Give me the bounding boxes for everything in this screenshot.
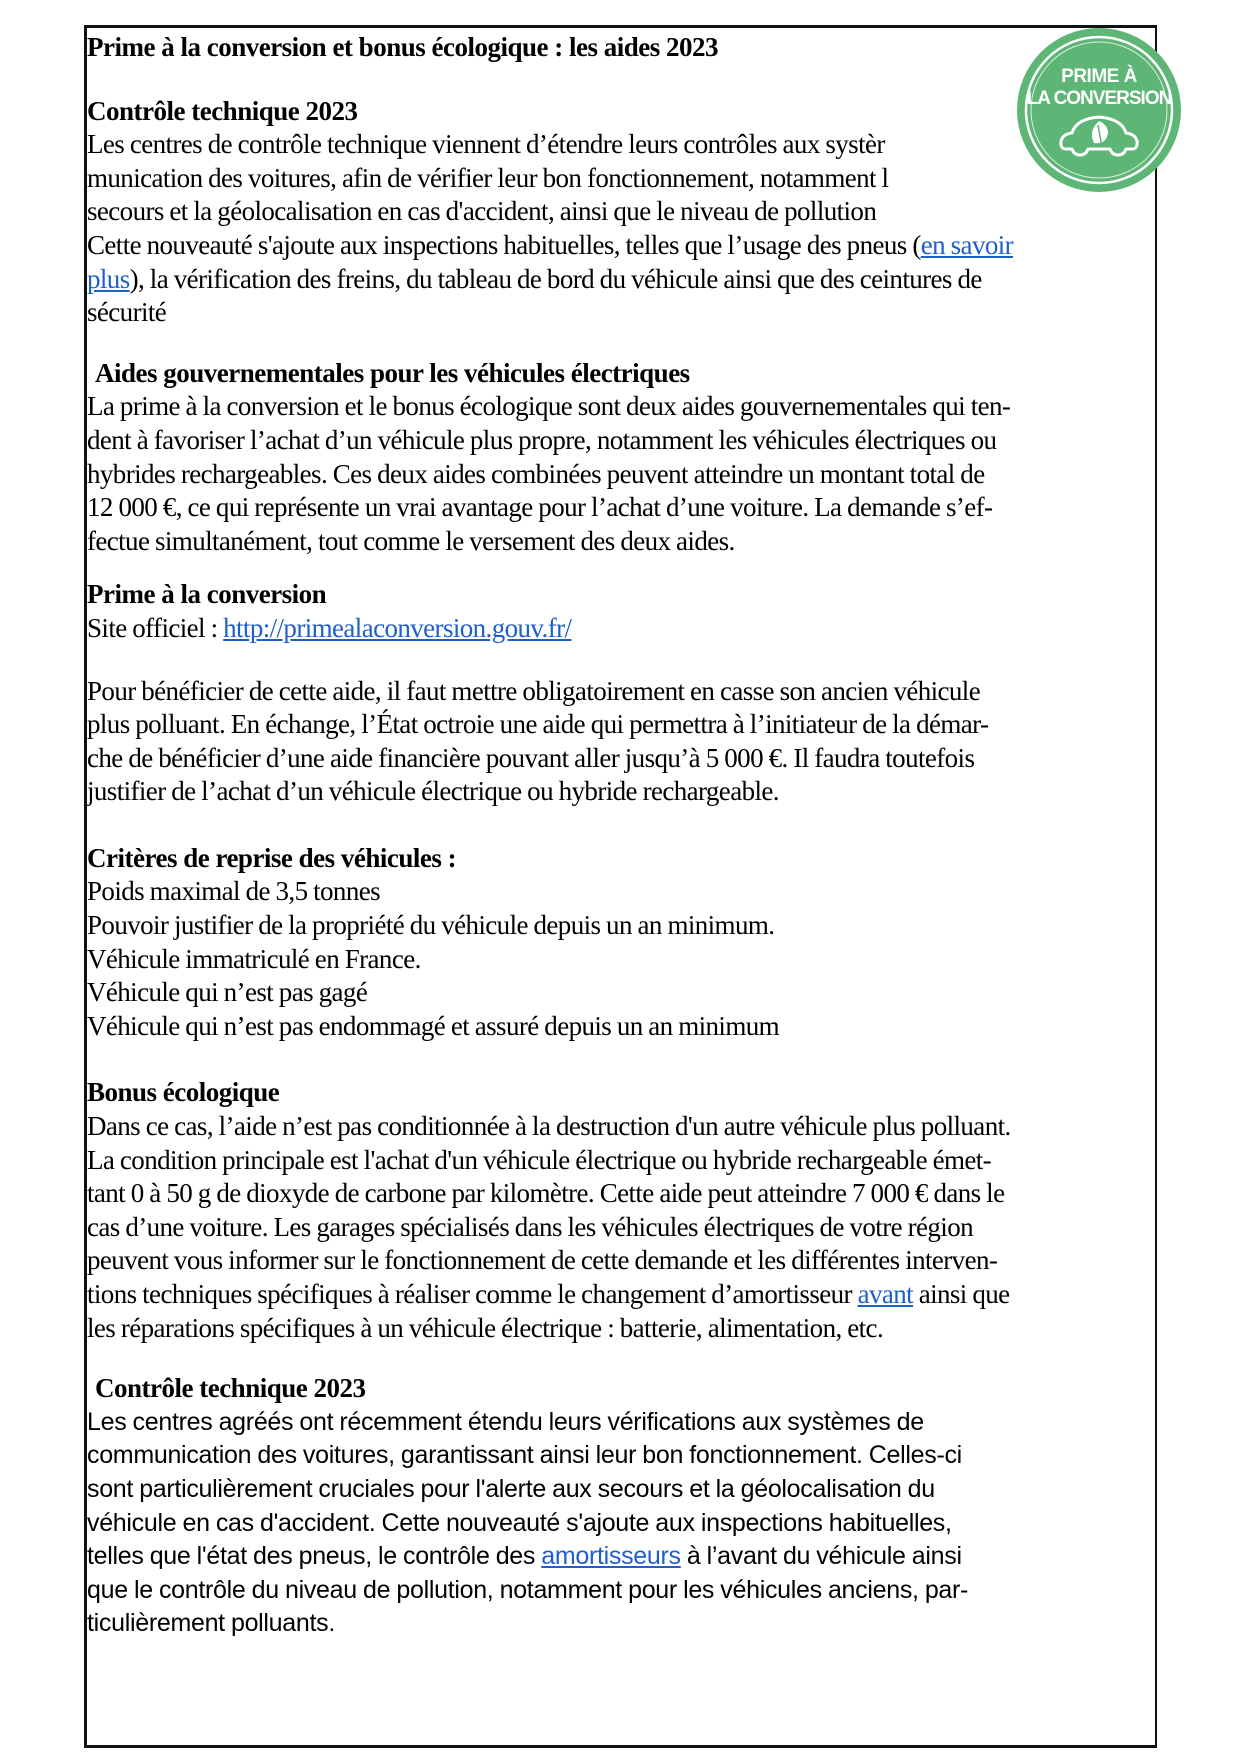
paragraph-line: sécurité: [87, 297, 167, 328]
paragraph-line: La prime à la conversion et le bonus écologique sont deux aides gouvernementales qui ten-: [87, 391, 1011, 422]
section-heading: Contrôle technique 2023: [95, 1373, 366, 1404]
section-controle-technique-2: [87, 1372, 1157, 1641]
paragraph-line: tions techniques spécifiques à réaliser comme le changement d’amortisseur avant ainsi que: [87, 1279, 1010, 1309]
section-heading: Critères de reprise des véhicules :: [87, 842, 457, 873]
paragraph-line: 12 000 €, ce qui représente un vrai avantage pour l’achat d’une voiture. La demande s’ef-: [87, 492, 993, 523]
document-title: Prime à la conversion et bonus écologique : les aides 2023: [87, 32, 718, 62]
paragraph-line: véhicule en cas d'accident. Cette nouveauté s'ajoute aux inspections habituelles,: [87, 1508, 952, 1537]
paragraph-line: justifier de l’achat d’un véhicule électrique ou hybride rechargeable.: [87, 776, 779, 807]
criteria-item: Véhicule qui n’est pas gagé: [87, 977, 368, 1008]
paragraph-line: secours et la géolocalisation en cas d'accident, ainsi que le niveau de pollution: [87, 196, 877, 227]
criteria-item: Véhicule immatriculé en France.: [87, 943, 421, 974]
paragraph-line: plus), la vérification des freins, du tableau de bord du véhicule ainsi que des ceintures de: [87, 263, 982, 294]
section-controle-technique: [87, 95, 1157, 330]
prime-conversion-logo: [1016, 27, 1182, 193]
paragraph-line: Les centres de contrôle technique viennent d’étendre leurs contrôles aux systèr: [87, 129, 885, 160]
paragraph-line: les réparations spécifiques à un véhicule électrique : batterie, alimentation, etc.: [87, 1312, 884, 1343]
section-heading: Prime à la conversion: [87, 579, 327, 610]
logo-text-line2: LA CONVERSION: [1026, 88, 1172, 109]
paragraph-line: peuvent vous informer sur le fonctionnement de cette demande et les différentes interven-: [87, 1245, 998, 1276]
paragraph-line: munication des voitures, afin de vérifier leur bon fonctionnement, notamment l: [87, 162, 889, 193]
section-heading: Bonus écologique: [87, 1077, 280, 1108]
paragraph-line: ticulièrement polluants.: [87, 1609, 335, 1638]
paragraph-line: communication des voitures, garantissant ainsi leur bon fonctionnement. Celles-ci: [87, 1441, 962, 1470]
paragraph-line: telles que l'état des pneus, le contrôle des amortisseurs à l’avant du véhicule ainsi: [87, 1542, 962, 1571]
criteria-item: Véhicule qui n’est pas endommagé et assuré depuis un an minimum: [87, 1010, 780, 1041]
paragraph-line: hybrides rechargeables. Ces deux aides combinées peuvent atteindre un montant total de: [87, 458, 985, 489]
paragraph-line: que le contrôle du niveau de pollution, notamment pour les véhicules anciens, par-: [87, 1575, 969, 1604]
paragraph-line: plus polluant. En échange, l’État octroie une aide qui permettra à l’initiateur de la démar-: [87, 709, 989, 740]
paragraph-line: Pour bénéficier de cette aide, il faut mettre obligatoirement en casse son ancien véhicule: [87, 675, 981, 706]
paragraph-line: che de bénéficier d’une aide financière pouvant aller jusqu’à 5 000 €. Il faudra toutefois: [87, 742, 975, 773]
criteria-item: Poids maximal de 3,5 tonnes: [87, 876, 381, 907]
section-heading: Contrôle technique 2023: [87, 95, 358, 126]
criteria-list: [87, 875, 1157, 1043]
official-site-line: [87, 612, 1157, 646]
official-site-label: Site officiel :: [87, 612, 224, 643]
blank-line: [87, 646, 1157, 675]
paragraph-line: Dans ce cas, l’aide n’est pas conditionnée à la destruction d'un autre véhicule plus polluant.: [87, 1111, 1011, 1142]
section-prime-conversion: [87, 578, 1157, 809]
document-body: [87, 28, 1157, 1641]
logo-text-line1: PRIME À: [1061, 66, 1137, 87]
paragraph-line: tant 0 à 50 g de dioxyde de carbone par kilomètre. Cette aide peut atteindre 7 000 € dans le: [87, 1178, 1005, 1209]
en-savoir-plus-link-continued[interactable]: plus: [87, 263, 130, 294]
paragraph-line: Cette nouveauté s'ajoute aux inspections habituelles, telles que l’usage des pneus (en savoir: [87, 229, 1014, 260]
paragraph-line: La condition principale est l'achat d'un véhicule électrique ou hybride rechargeable émet-: [87, 1144, 992, 1175]
paragraph-line: dent à favoriser l’achat d’un véhicule plus propre, notamment les véhicules électriques ou: [87, 424, 997, 455]
section-criteres-reprise: [87, 842, 1157, 1044]
logo-badge-icon: [1016, 27, 1182, 193]
section-heading: Aides gouvernementales pour les véhicules électriques: [95, 357, 690, 388]
criteria-item: Pouvoir justifier de la propriété du véhicule depuis un an minimum.: [87, 910, 775, 941]
amortisseurs-link[interactable]: amortisseurs: [541, 1542, 681, 1571]
section-bonus-ecologique: [87, 1076, 1157, 1345]
paragraph-line: cas d’une voiture. Les garages spécialisés dans les véhicules électriques de votre région: [87, 1211, 973, 1242]
paragraph-line: sont particulièrement cruciales pour l'alerte aux secours et la géolocalisation du: [87, 1474, 935, 1503]
avant-link[interactable]: avant: [857, 1279, 914, 1309]
section-aides-gouvernementales: [87, 357, 1157, 559]
paragraph-line: Les centres agréés ont récemment étendu leurs vérifications aux systèmes de: [87, 1407, 924, 1436]
en-savoir-plus-link[interactable]: en savoir: [920, 229, 1014, 260]
official-site-link[interactable]: http://primealaconversion.gouv.fr/: [223, 612, 572, 643]
paragraph-line: fectue simultanément, tout comme le versement des deux aides.: [87, 525, 735, 556]
